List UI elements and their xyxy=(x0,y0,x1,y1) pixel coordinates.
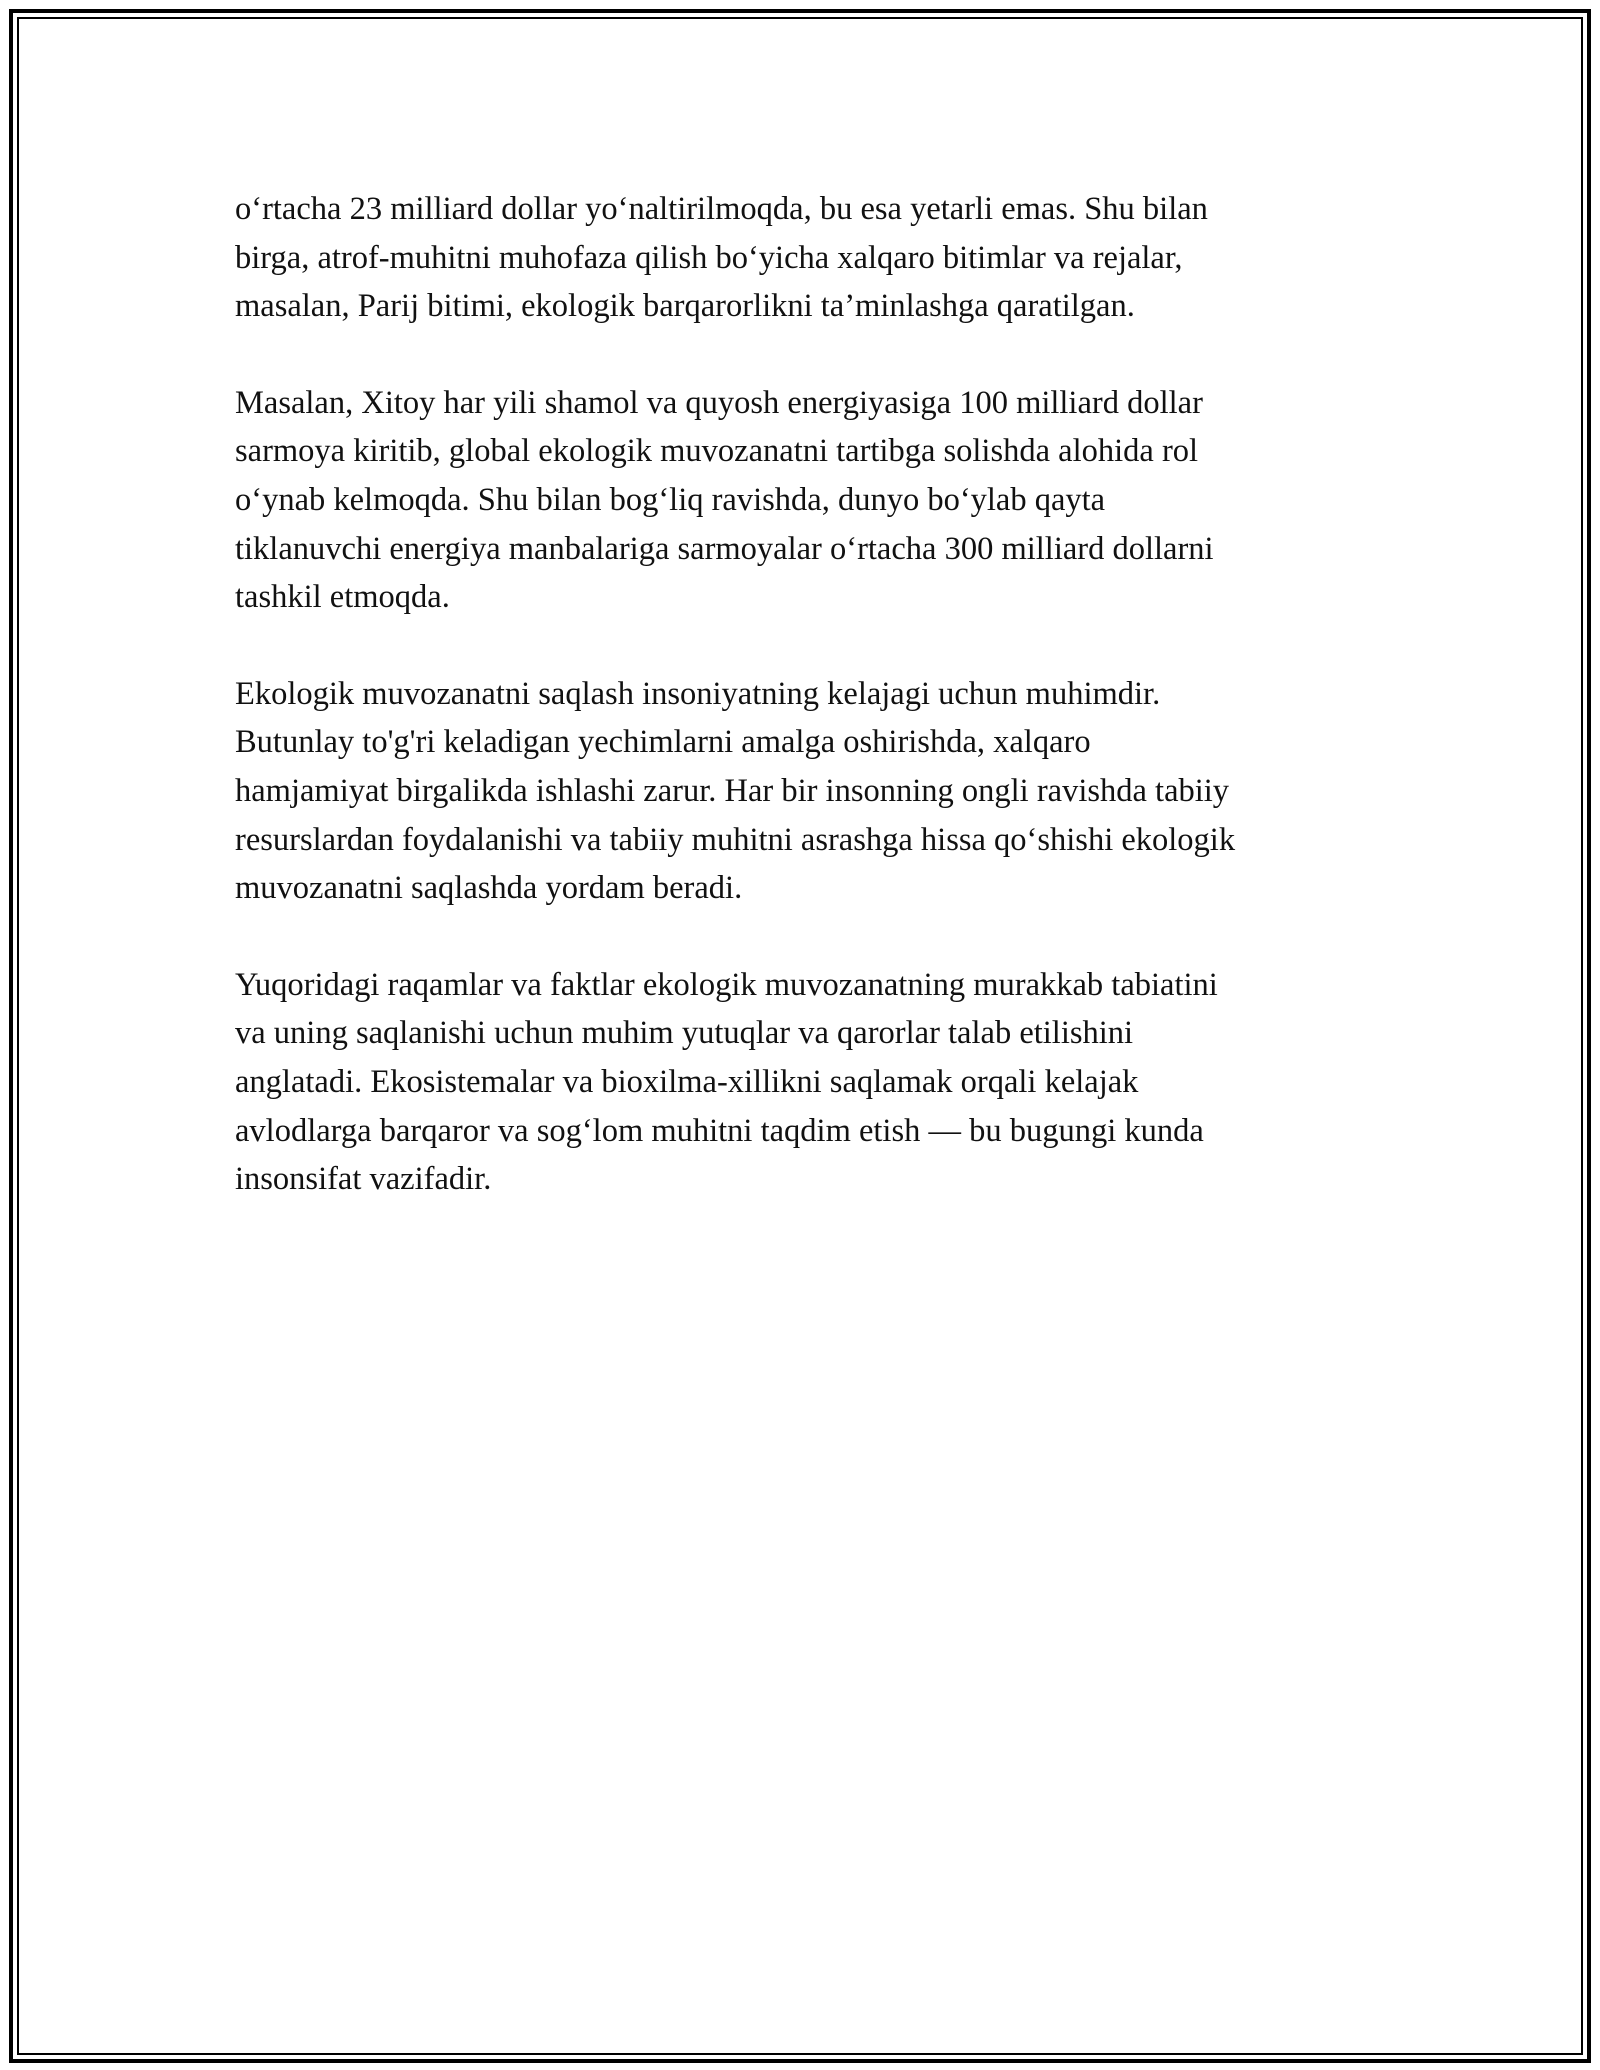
text-line: insonsifat vazifadir. xyxy=(235,1161,492,1198)
paragraph-3 xyxy=(235,670,1375,913)
text-line: Yuqoridagi raqamlar va faktlar ekologik muvozanatning murakkab tabiatini xyxy=(235,966,1218,1003)
text-line: avlodlarga barqaror va sog‘lom muhitni taqdim etish — bu bugungi kunda xyxy=(235,1112,1204,1149)
paragraph-1 xyxy=(235,185,1375,331)
text-line: Masalan, Xitoy har yili shamol va quyosh energiyasiga 100 milliard dollar xyxy=(235,384,1203,421)
text-line: o‘ynab kelmoqda. Shu bilan bog‘liq ravishda, dunyo bo‘ylab qayta xyxy=(235,481,1106,518)
text-line: Butunlay to'g'ri keladigan yechimlarni amalga oshirishda, xalqaro xyxy=(235,724,1091,761)
text-line: anglatadi. Ekosistemalar va bioxilma-xillikni saqlamak orqali kelajak xyxy=(235,1063,1139,1100)
document-body xyxy=(235,185,1375,1252)
text-line: tashkil etmoqda. xyxy=(235,579,450,616)
text-line: va uning saqlanishi uchun muhim yutuqlar va qarorlar talab etilishini xyxy=(235,1015,1134,1052)
text-line: muvozanatni saqlashda yordam beradi. xyxy=(235,870,743,907)
text-line: hamjamiyat birgalikda ishlashi zarur. Har bir insonning ongli ravishda tabiiy xyxy=(235,772,1230,809)
text-line: Ekologik muvozanatni saqlash insoniyatning kelajagi uchun muhimdir. xyxy=(235,675,1161,712)
text-line: birga, atrof-muhitni muhofaza qilish bo‘yicha xalqaro bitimlar va rejalar, xyxy=(235,239,1183,276)
text-line: o‘rtacha 23 milliard dollar yo‘naltirilmoqda, bu esa yetarli emas. Shu bilan xyxy=(235,191,1208,227)
text-line: masalan, Parij bitimi, ekologik barqarorlikni ta’minlashga qaratilgan. xyxy=(235,288,1135,325)
text-line: resurslardan foydalanishi va tabiiy muhitni asrashga hissa qo‘shishi ekologik xyxy=(235,821,1236,858)
text-line: tiklanuvchi energiya manbalariga sarmoyalar o‘rtacha 300 milliard dollarni xyxy=(235,530,1214,567)
text-line: sarmoya kiritib, global ekologik muvozanatni tartibga solishda alohida rol xyxy=(235,433,1199,470)
paragraph-2 xyxy=(235,379,1375,622)
paragraph-4 xyxy=(235,961,1375,1204)
